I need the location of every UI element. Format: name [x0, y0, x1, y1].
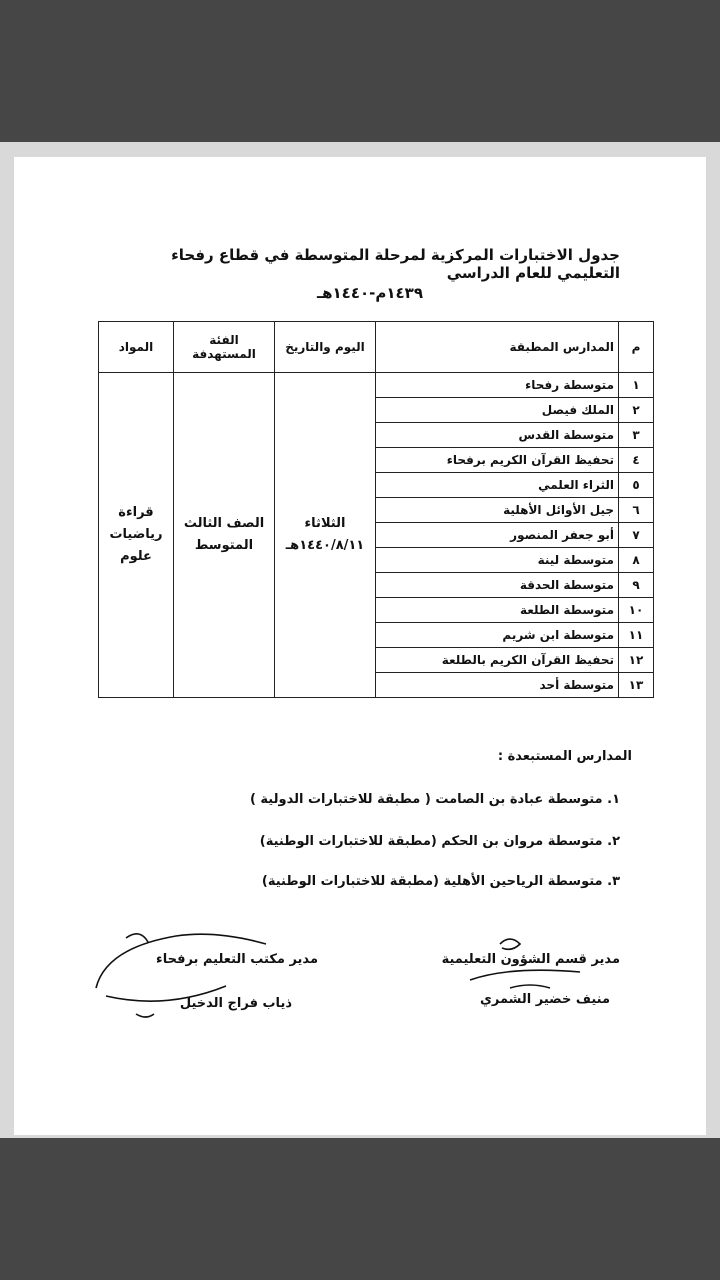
school-name: تحفيظ القرآن الكريم برفحاء — [376, 448, 619, 473]
row-number: ٥ — [619, 473, 654, 498]
school-name: متوسطة ابن شريم — [376, 623, 619, 648]
row-number: ٢ — [619, 398, 654, 423]
school-name: جيل الأوائل الأهلية — [376, 498, 619, 523]
header-num: م — [619, 322, 654, 373]
category-line-2: المتوسط — [194, 538, 254, 553]
subject-science: علوم — [120, 549, 152, 564]
header-subjects: المواد — [99, 322, 174, 373]
school-name: متوسطة لينة — [376, 548, 619, 573]
category-line-1: الصف الثالث — [183, 516, 265, 531]
subject-math: رياضيات — [109, 527, 163, 542]
excluded-school-item: ٣. متوسطة الرياحين الأهلية (مطبقة للاختبارات الوطنية) — [261, 874, 620, 889]
row-number: ١٣ — [619, 673, 654, 698]
row-number: ٦ — [619, 498, 654, 523]
document-title: جدول الاختبارات المركزية لمرحلة المتوسطة في قطاع رفحاء التعليمي للعام الدراسي — [171, 246, 620, 282]
right-signature-scribble — [440, 930, 620, 1000]
bottom-dark-bar — [0, 1138, 720, 1280]
row-number: ٨ — [619, 548, 654, 573]
row-number: ٤ — [619, 448, 654, 473]
school-name: متوسطة رفحاء — [376, 373, 619, 398]
school-name: تحفيظ القرآن الكريم بالطلعة — [376, 648, 619, 673]
right-signatory-role: مدير قسم الشؤون التعليمية — [441, 952, 620, 967]
right-signatory-name: منيف خضير الشمري — [479, 992, 610, 1007]
subject-reading: قراءة — [118, 505, 154, 520]
left-signatory-role: مدير مكتب التعليم برفحاء — [156, 952, 318, 967]
left-signatory-name: ذياب فراج الدخيل — [179, 996, 292, 1011]
left-signature-scribble — [86, 918, 306, 1028]
subjects-cell — [99, 373, 174, 698]
exam-schedule-table — [98, 321, 654, 698]
exam-date-cell — [275, 373, 376, 698]
target-category-cell — [174, 373, 275, 698]
row-number: ٩ — [619, 573, 654, 598]
header-date: اليوم والتاريخ — [275, 322, 376, 373]
top-dark-bar — [0, 0, 720, 142]
excluded-schools-title: المدارس المستبعدة : — [497, 749, 632, 764]
school-name: متوسطة القدس — [376, 423, 619, 448]
table-header-row — [99, 322, 654, 373]
row-number: ٣ — [619, 423, 654, 448]
school-name: متوسطة الطلعة — [376, 598, 619, 623]
school-name: أبو جعفر المنصور — [376, 523, 619, 548]
excluded-school-item: ٢. متوسطة مروان بن الحكم (مطبقة للاختبارات الوطنية) — [259, 834, 620, 849]
row-number: ١ — [619, 373, 654, 398]
school-name: الثراء العلمي — [376, 473, 619, 498]
academic-year: ١٤٣٩م-١٤٤٠هـ — [316, 284, 423, 302]
school-name: متوسطة أحد — [376, 673, 619, 698]
school-name: متوسطة الحدقة — [376, 573, 619, 598]
table-row — [99, 373, 654, 398]
header-schools: المدارس المطبقة — [376, 322, 619, 373]
exam-day: الثلاثاء — [304, 516, 346, 531]
row-number: ١١ — [619, 623, 654, 648]
header-category: الفئة المستهدفة — [174, 322, 275, 373]
exam-date: ١٤٤٠/٨/١١هـ — [285, 538, 365, 553]
row-number: ٧ — [619, 523, 654, 548]
row-number: ١٠ — [619, 598, 654, 623]
school-name: الملك فيصل — [376, 398, 619, 423]
excluded-school-item: ١. متوسطة عبادة بن الصامت ( مطبقة للاختبارات الدولية ) — [249, 792, 620, 807]
row-number: ١٢ — [619, 648, 654, 673]
